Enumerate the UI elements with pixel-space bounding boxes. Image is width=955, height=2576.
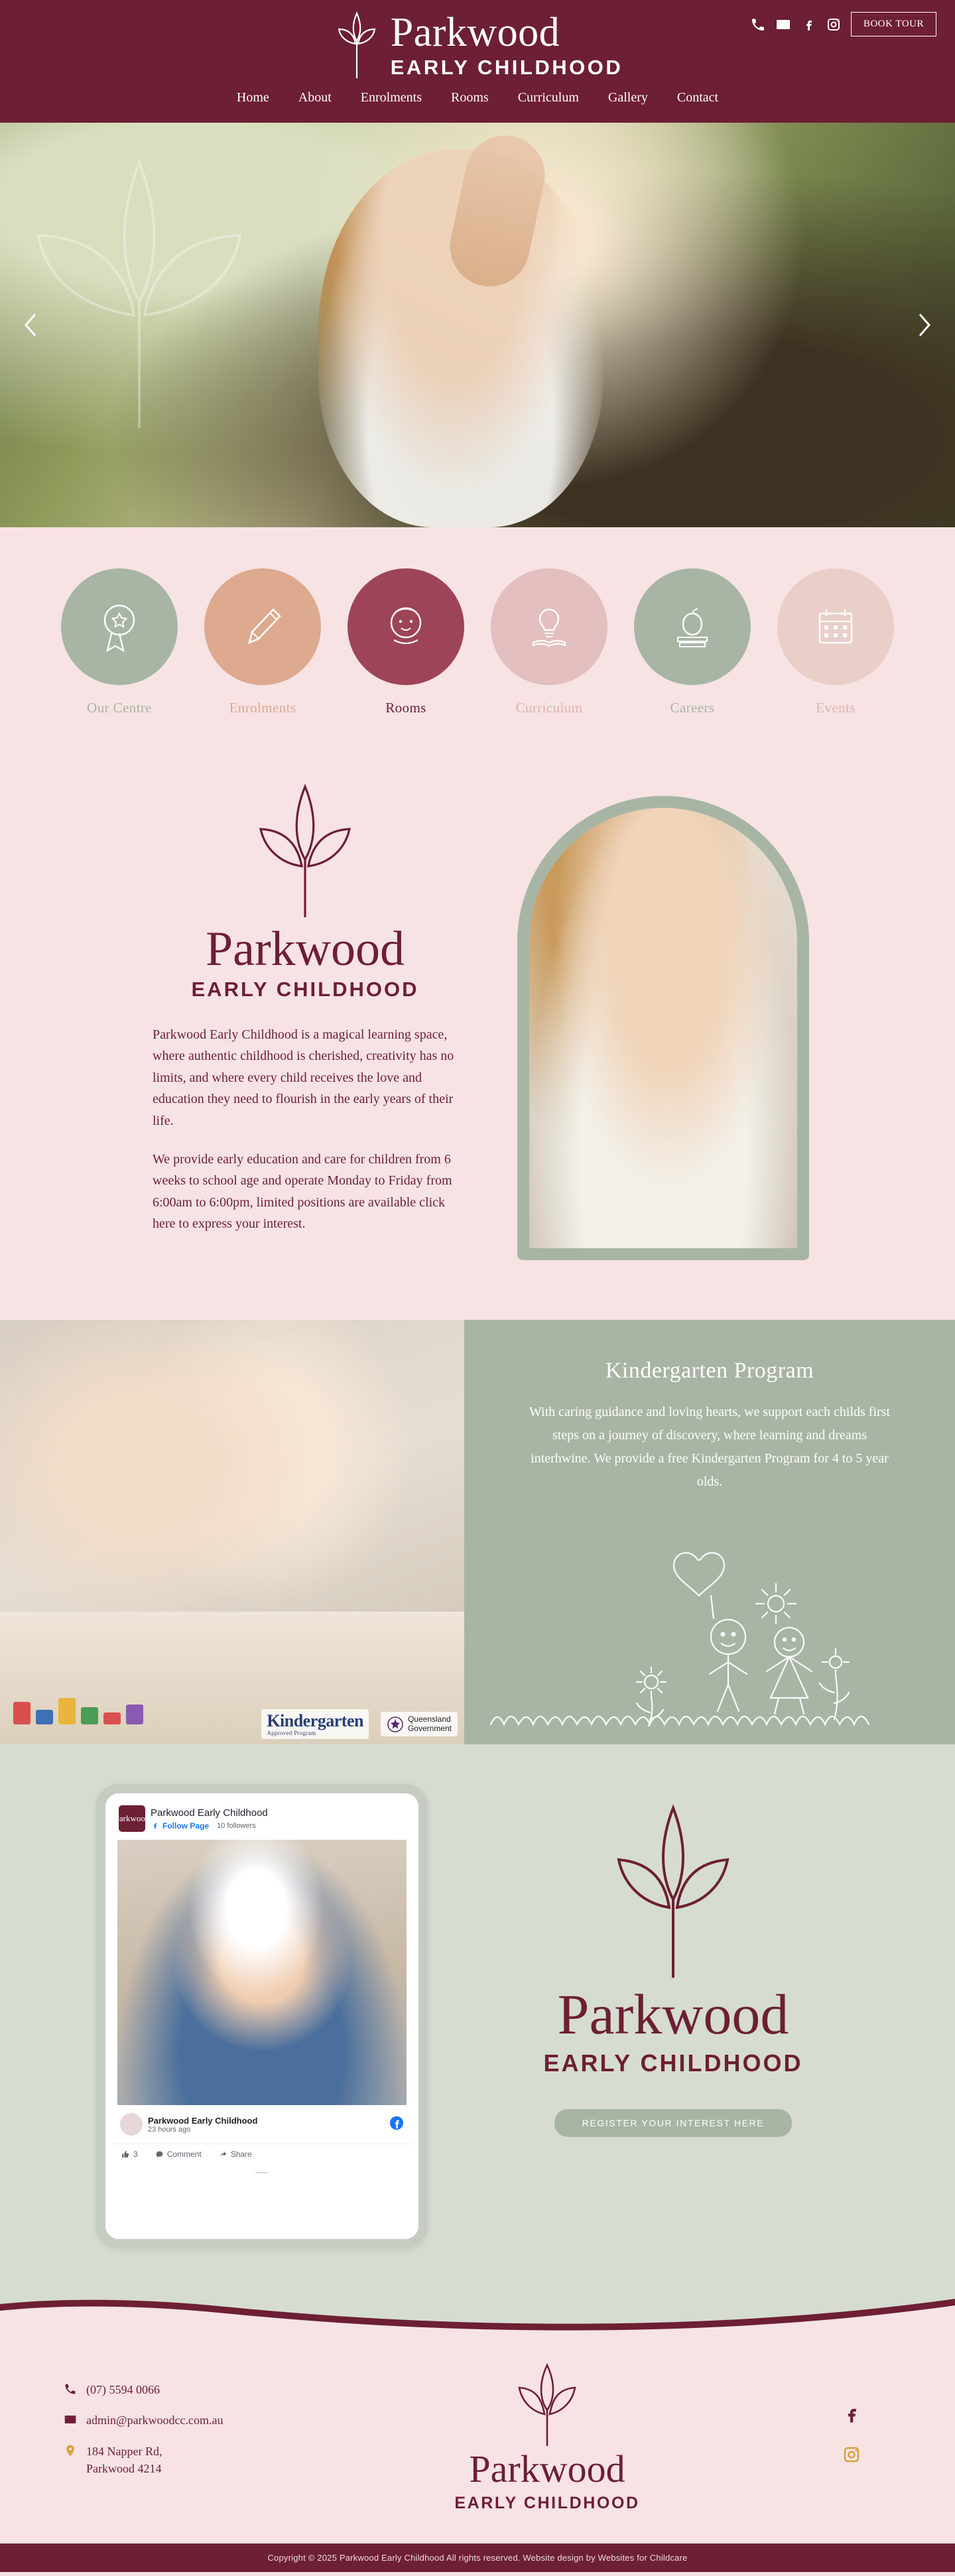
- wave-divider: [0, 2288, 955, 2335]
- register-interest-button[interactable]: REGISTER YOUR INTEREST HERE: [554, 2109, 793, 2137]
- nav-item-curriculum[interactable]: Curriculum: [517, 90, 579, 105]
- quicklink-label: Enrolments: [229, 700, 296, 716]
- footer-phone: (07) 5594 0066: [86, 2383, 160, 2397]
- instagram-icon[interactable]: [842, 2445, 861, 2468]
- hero-prev-arrow[interactable]: [15, 309, 46, 341]
- leaf-logo-icon: [332, 9, 381, 82]
- mail-icon[interactable]: [775, 17, 791, 32]
- quicklink-circle: [348, 568, 464, 685]
- queensland-government-badge: [381, 1712, 458, 1737]
- site-footer: [0, 2335, 955, 2544]
- quicklink-circle: [61, 568, 178, 685]
- quicklink-events[interactable]: [777, 568, 894, 716]
- pencil-icon: [232, 596, 293, 657]
- quicklink-label: Curriculum: [515, 700, 583, 716]
- location-pin-icon: [64, 2443, 77, 2459]
- footer-phone-row[interactable]: [64, 2381, 283, 2398]
- kindergarten-approved-badge: [261, 1709, 369, 1739]
- quicklink-label: Events: [816, 700, 856, 716]
- kindergarten-photo: [0, 1320, 464, 1744]
- facebook-comment-label: Comment: [166, 2150, 202, 2159]
- hero-slider: [0, 123, 955, 527]
- nav-item-rooms[interactable]: Rooms: [451, 90, 489, 105]
- about-logo-name: Parkwood: [205, 922, 405, 976]
- footer-social-links: [812, 2404, 891, 2468]
- baby-icon: [375, 596, 436, 657]
- header-utility-bar: [750, 12, 936, 36]
- calendar-icon: [805, 596, 866, 657]
- photo-blocks: [13, 1698, 143, 1724]
- about-image-column: [517, 781, 829, 1260]
- leaf-logo-icon: [612, 1803, 735, 1982]
- facebook-like-action[interactable]: [121, 2150, 138, 2159]
- about-section: [0, 755, 955, 1320]
- facebook-icon[interactable]: [800, 17, 816, 32]
- kindergarten-text-panel: [464, 1320, 955, 1744]
- footer-email: admin@parkwoodcc.com.au: [86, 2414, 223, 2427]
- facebook-post-author[interactable]: Parkwood Early Childhood: [148, 2115, 258, 2126]
- phone-icon[interactable]: [750, 17, 766, 32]
- book-tour-button[interactable]: BOOK TOUR: [851, 12, 936, 36]
- qld-crest-icon: [387, 1716, 404, 1733]
- kindergarten-body: With caring guidance and loving hearts, we support each childs first steps on a journey of discovery, where learning and dreams interhwine. We provide a free Kindergarten Program for 4 to 5 year olds.: [529, 1405, 891, 1489]
- footer-contact-block: [64, 2381, 283, 2490]
- facebook-comment-action[interactable]: [155, 2150, 202, 2159]
- badge-title: Kindergarten: [267, 1711, 363, 1731]
- leaf-watermark-icon: [20, 149, 259, 434]
- childrens-drawing-illustration: [464, 1525, 955, 1744]
- accreditation-badges: [261, 1709, 458, 1739]
- register-column: [487, 1784, 859, 2248]
- about-logo-sub: EARLY CHILDHOOD: [191, 978, 419, 1001]
- quick-links-section: [0, 527, 955, 755]
- facebook-icon[interactable]: [842, 2404, 861, 2427]
- brand-tagline: EARLY CHILDHOOD: [390, 55, 623, 79]
- quicklink-circle: [204, 568, 321, 685]
- facebook-page-avatar: Parkwood: [119, 1805, 145, 1832]
- facebook-share-action[interactable]: [219, 2150, 252, 2159]
- about-child-photo: [529, 808, 797, 1248]
- social-section: [0, 1744, 955, 2295]
- copyright-bar: [0, 2544, 955, 2572]
- nav-item-about[interactable]: About: [298, 90, 332, 105]
- about-paragraph-1: Parkwood Early Childhood is a magical learning space, where authentic childhood is cherished, creativity has no limits, and where every child receives the love and education they need to flourish in the early years of their life.: [153, 1027, 454, 1128]
- main-nav: [0, 90, 955, 105]
- quicklink-rooms[interactable]: [348, 568, 464, 716]
- quicklink-enrolments[interactable]: [204, 568, 321, 716]
- quicklink-label: Rooms: [385, 700, 426, 716]
- kindergarten-section: [0, 1320, 955, 1744]
- facebook-page-card: [112, 1800, 412, 2232]
- kindergarten-title: Kindergarten Program: [605, 1358, 814, 1383]
- qld-line-2: Government: [407, 1723, 452, 1733]
- about-text-column: [126, 781, 471, 1260]
- lightbulb-book-icon: [519, 596, 580, 657]
- award-ribbon-icon: [89, 596, 150, 657]
- leaf-logo-icon: [517, 2361, 578, 2449]
- footer-logo[interactable]: [454, 2358, 639, 2513]
- quicklink-our-centre[interactable]: [61, 568, 178, 716]
- facebook-follow-label: Follow Page: [162, 1821, 210, 1831]
- hero-next-arrow[interactable]: [909, 309, 940, 341]
- quicklink-label: Careers: [670, 700, 715, 716]
- avatar: [120, 2113, 143, 2136]
- about-logo: [139, 781, 471, 1001]
- footer-logo-name: Parkwood: [469, 2447, 625, 2490]
- footer-address-line-2: Parkwood 4214: [86, 2461, 162, 2475]
- facebook-icon: [389, 2116, 404, 2134]
- nav-item-enrolments[interactable]: Enrolments: [360, 90, 422, 105]
- quicklink-label: Our Centre: [87, 700, 152, 716]
- footer-logo-sub: EARLY CHILDHOOD: [454, 2494, 640, 2512]
- qld-line-1: Queensland: [407, 1714, 451, 1724]
- instagram-icon[interactable]: [826, 17, 842, 32]
- facebook-share-label: Share: [230, 2150, 252, 2159]
- leaf-logo-icon: [255, 781, 355, 921]
- quicklink-circle: [491, 568, 607, 685]
- arch-photo-frame: [517, 796, 809, 1260]
- apple-books-icon: [662, 596, 723, 657]
- footer-email-row[interactable]: [64, 2412, 283, 2429]
- phone-icon: [64, 2381, 77, 2397]
- facebook-page-name[interactable]: Parkwood Early Childhood: [151, 1807, 268, 1819]
- quicklink-careers[interactable]: [634, 568, 751, 716]
- facebook-post-timestamp: 23 hours ago: [148, 2125, 191, 2134]
- facebook-post-byline: [112, 2105, 412, 2140]
- facebook-card-header: [112, 1800, 412, 1836]
- facebook-feed-tablet: [96, 1784, 428, 2248]
- register-logo-name: Parkwood: [557, 1982, 789, 2046]
- nav-item-contact[interactable]: Contact: [676, 90, 719, 105]
- facebook-post-actions: [112, 2144, 412, 2165]
- facebook-follower-count: 10 followers: [217, 1821, 256, 1830]
- site-header: [0, 0, 955, 123]
- tablet-home-indicator: —: [255, 2165, 269, 2179]
- quicklink-circle: [777, 568, 894, 685]
- facebook-follow-button[interactable]: [151, 1821, 209, 1831]
- quicklink-curriculum[interactable]: [491, 568, 607, 716]
- mail-icon: [64, 2412, 77, 2427]
- quicklink-circle: [634, 568, 751, 685]
- badge-subtitle: Approved Program: [267, 1729, 316, 1736]
- nav-item-home[interactable]: Home: [236, 90, 269, 105]
- facebook-post-photo[interactable]: [117, 1840, 407, 2105]
- about-paragraph-2: We provide early education and care for children from 6 weeks to school age and operate Monday to Friday from 6:00am to 6:00pm, limited positions are available click here to express your interest.: [153, 1151, 452, 1232]
- copyright-text: Copyright © 2025 Parkwood Early Childhood All rights reserved. Website design by Websites for Childcare: [267, 2553, 688, 2563]
- facebook-like-count: 3: [133, 2150, 138, 2159]
- facebook-icon: [151, 1821, 159, 1830]
- brand-name: Parkwood: [390, 10, 560, 56]
- footer-address-row[interactable]: [64, 2443, 283, 2477]
- register-logo-sub: EARLY CHILDHOOD: [543, 2049, 803, 2077]
- footer-address-line-1: 184 Napper Rd,: [86, 2444, 162, 2458]
- nav-item-gallery[interactable]: Gallery: [607, 90, 648, 105]
